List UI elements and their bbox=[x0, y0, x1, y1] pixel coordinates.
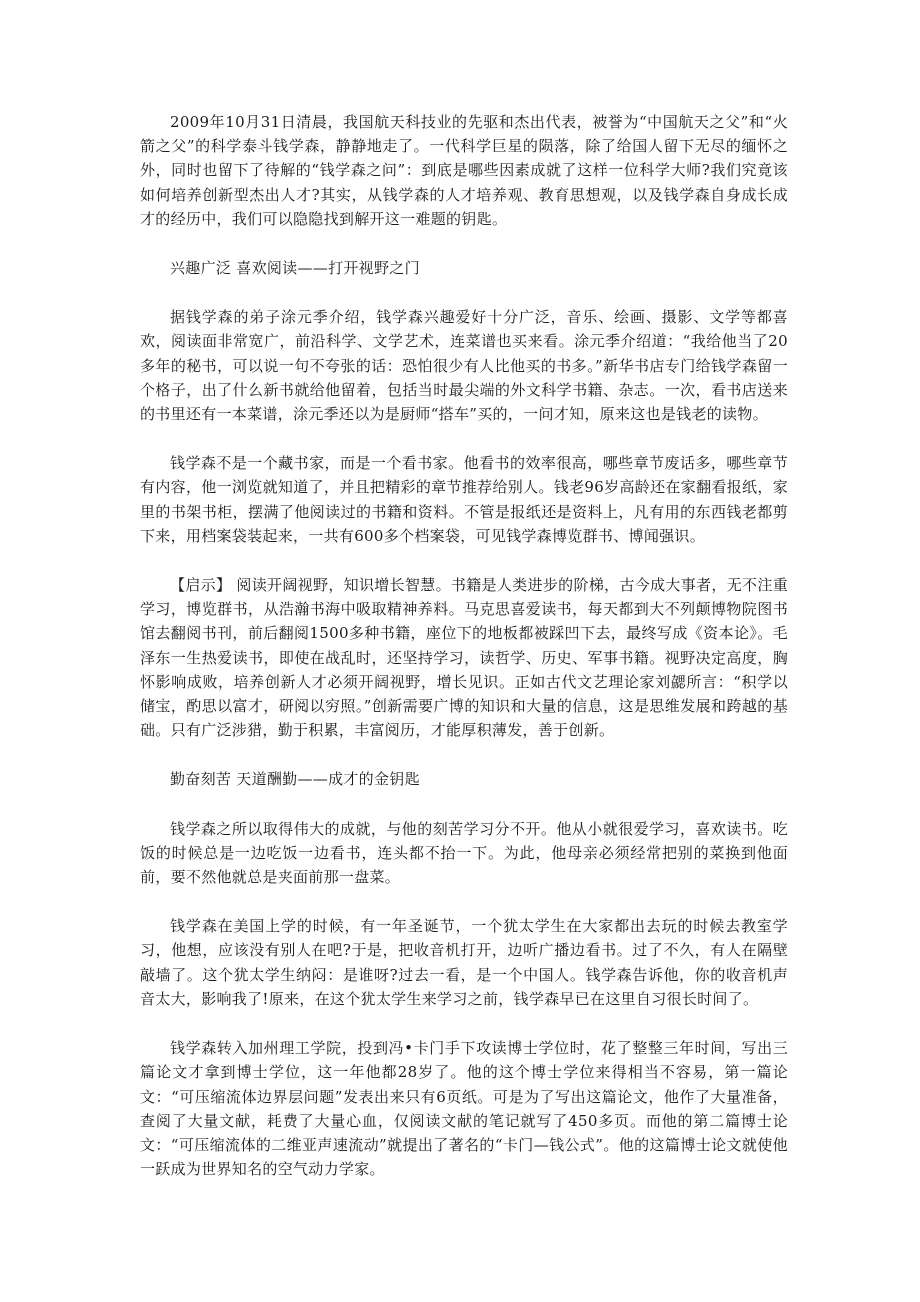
section-heading-reading: 兴趣广泛 喜欢阅读——打开视野之门 bbox=[170, 259, 420, 278]
paragraph-childhood: 钱学森之所以取得伟大的成就，与他的刻苦学习分不开。他从小就很爱学习，喜欢读书。吃饭的时候总是一边吃饭一边看书，连头都不抬一下。为此，他母亲必须经常把别的菜换到他面前，要不然他就总是夹面前那一盘菜。 bbox=[140, 819, 788, 887]
paragraph-insight: 【启示】 阅读开阔视野，知识增长智慧。书籍是人类进步的阶梯，古今成大事者，无不注重学习，博览群书，从浩瀚书海中吸取精神养料。马克思喜爱读书，每天都到大不列颠博物院图书馆去翻阅书刊，前后翻阅1500多种书籍，座位下的地板都被踩凹下去，最终写成《资本论》。毛泽东一生热爱读书，即使在战乱时，还坚持学习，读哲学、历史、军事书籍。视野决定高度，胸怀影响成败，培养创新人才必须开阔视野，增长见识。正如古代文艺理论家刘勰所言：“积学以储宝，酌思以富才，研阅以穷照。”创新需要广博的知识和大量的信息，这是思维发展和跨越的基础。只有广泛涉猎，勤于积累，丰富阅历，才能厚积薄发，善于创新。 bbox=[140, 576, 788, 740]
section-heading-diligence: 勤奋刻苦 天道酬勤——成才的金钥匙 bbox=[170, 770, 420, 789]
intro-paragraph: 2009年10月31日清晨，我国航天科技业的先驱和杰出代表，被誉为“中国航天之父”和“火箭之父”的科学泰斗钱学森，静静地走了。一代科学巨星的陨落，除了给国人留下无尽的缅怀之外，同时也留下了待解的“钱学森之问”：到底是哪些因素成就了这样一位科学大师?我们究竟该如何培养创新型杰出人才?其实，从钱学森的人才培养观、教育思想观，以及钱学森自身成长成才的经历中，我们可以隐隐找到解开这一难题的钥匙。 bbox=[140, 113, 788, 228]
paragraph-book-reader: 钱学森不是一个藏书家，而是一个看书家。他看书的效率很高，哪些章节废话多，哪些章节有内容，他一浏览就知道了，并且把精彩的章节推荐给别人。钱老96岁高龄还在家翻看报纸，家里的书架书柜，摆满了他阅读过的书籍和资料。不管是报纸还是资料上，凡有用的东西钱老都剪下来，用档案袋装起来，一共有600多个档案袋，可见钱学森博览群书、博闻强识。 bbox=[140, 454, 788, 545]
paragraph-phd: 钱学森转入加州理工学院，投到冯•卡门手下攻读博士学位时，花了整整三年时间，写出三篇论文才拿到博士学位，这一年他都28岁了。他的这个博士学位来得相当不容易，第一篇论文：“可压缩流体边界层问题”发表出来只有6页纸。可是为了写出这篇论文，他作了大量准备，查阅了大量文献，耗费了大量心血，仅阅读文献的笔记就写了450多页。而他的第二篇博士论文：“可压缩流体的二维亚声速流动”就提出了著名的“卡门—钱公式”。他的这篇博士论文就使他一跃成为世界知名的空气动力学家。 bbox=[140, 1039, 788, 1179]
paragraph-tu-yuanji: 据钱学森的弟子涂元季介绍，钱学森兴趣爱好十分广泛，音乐、绘画、摄影、文学等都喜欢，阅读面非常宽广，前沿科学、文学艺术，连菜谱也买来看。涂元季介绍道：“我给他当了20多年的秘书，可以说一句不夸张的话：恐怕很少有人比他买的书多。”新华书店专门给钱学森留一个格子，出了什么新书就给他留着，包括当时最尖端的外文科学书籍、杂志。一次，看书店送来的书里还有一本菜谱，涂元季还以为是厨师“搭车”买的，一问才知，原来这也是钱老的读物。 bbox=[140, 308, 788, 424]
paragraph-christmas: 钱学森在美国上学的时候，有一年圣诞节，一个犹太学生在大家都出去玩的时候去教室学习，他想，应该没有别人在吧?于是，把收音机打开，边听广播边看书。过了不久，有人在隔壁敲墙了。这个犹太学生纳闷：是谁呀?过去一看，是一个中国人。钱学森告诉他，你的收音机声音太大，影响我了!原来，在这个犹太学生来学习之前，钱学森早已在这里自习很长时间了。 bbox=[140, 917, 788, 1008]
document-page bbox=[140, 110, 788, 1206]
